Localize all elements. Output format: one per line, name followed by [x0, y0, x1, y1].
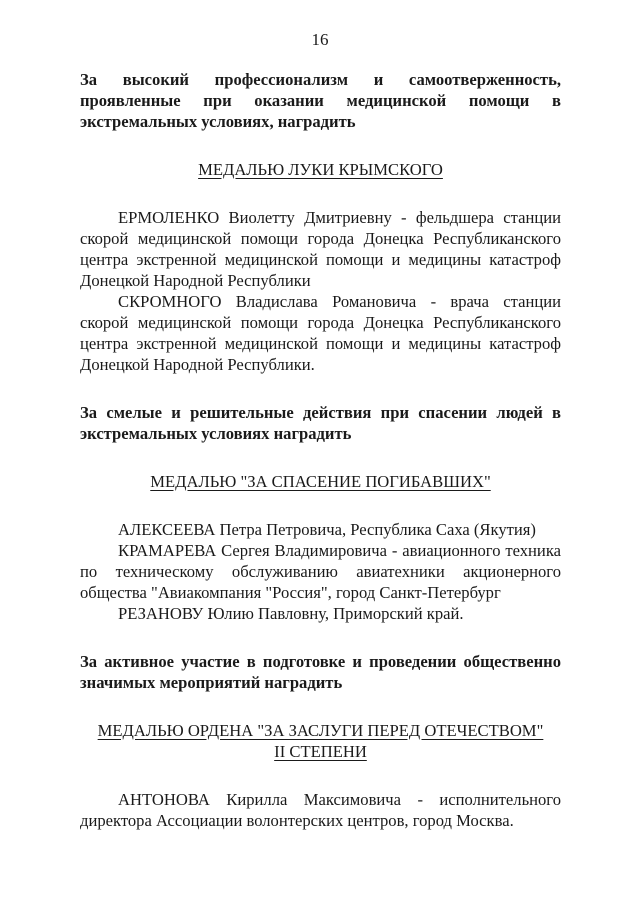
- recipient-entry: АЛЕКСЕЕВА Петра Петровича, Республика Саха (Якутия): [118, 520, 536, 539]
- recipient-entry: СКРОМНОГО Владислава Романовича - врача станции скорой медицинской помощи города Донецка Республиканского центра экстренной медицинской помощи и медицины катастроф Донецкой Народной Республики.: [80, 292, 561, 374]
- award-title: [80, 720, 561, 762]
- award-title-line: МЕДАЛЬЮ "ЗА СПАСЕНИЕ ПОГИБАВШИХ": [150, 472, 491, 491]
- award-title: [80, 159, 561, 180]
- award-title-line: II СТЕПЕНИ: [274, 742, 367, 761]
- recipient-entry: РЕЗАНОВУ Юлию Павловну, Приморский край.: [118, 604, 464, 623]
- award-title-line: МЕДАЛЬЮ ОРДЕНА "ЗА ЗАСЛУГИ ПЕРЕД ОТЕЧЕСТВОМ": [97, 721, 544, 740]
- document-body: [80, 69, 561, 831]
- recipient-entry: АНТОНОВА Кирилла Максимовича - исполнительного директора Ассоциации волонтерских центров, город Москва.: [80, 790, 561, 830]
- award-rationale: За активное участие в подготовке и проведении общественно значимых мероприятий наградить: [80, 652, 561, 692]
- award-title: [80, 471, 561, 492]
- recipient-entry: КРАМАРЕВА Сергея Владимировича - авиационного техника по техническому обслуживанию авиатехники акционерного общества "Авиакомпания "Россия", город Санкт-Петербург: [80, 541, 561, 602]
- page-number: 16: [311, 30, 329, 49]
- award-title-line: МЕДАЛЬЮ ЛУКИ КРЫМСКОГО: [198, 160, 443, 179]
- recipient-entry: ЕРМОЛЕНКО Виолетту Дмитриевну - фельдшера станции скорой медицинской помощи города Донецка Республиканского центра экстренной медицинской помощи и медицины катастроф Донецкой Народной Республики: [80, 208, 561, 290]
- award-rationale: За смелые и решительные действия при спасении людей в экстремальных условиях наградить: [80, 403, 561, 443]
- award-rationale: За высокий профессионализм и самоотверженность, проявленные при оказании медицинской помощи в экстремальных условиях, наградить: [80, 70, 561, 131]
